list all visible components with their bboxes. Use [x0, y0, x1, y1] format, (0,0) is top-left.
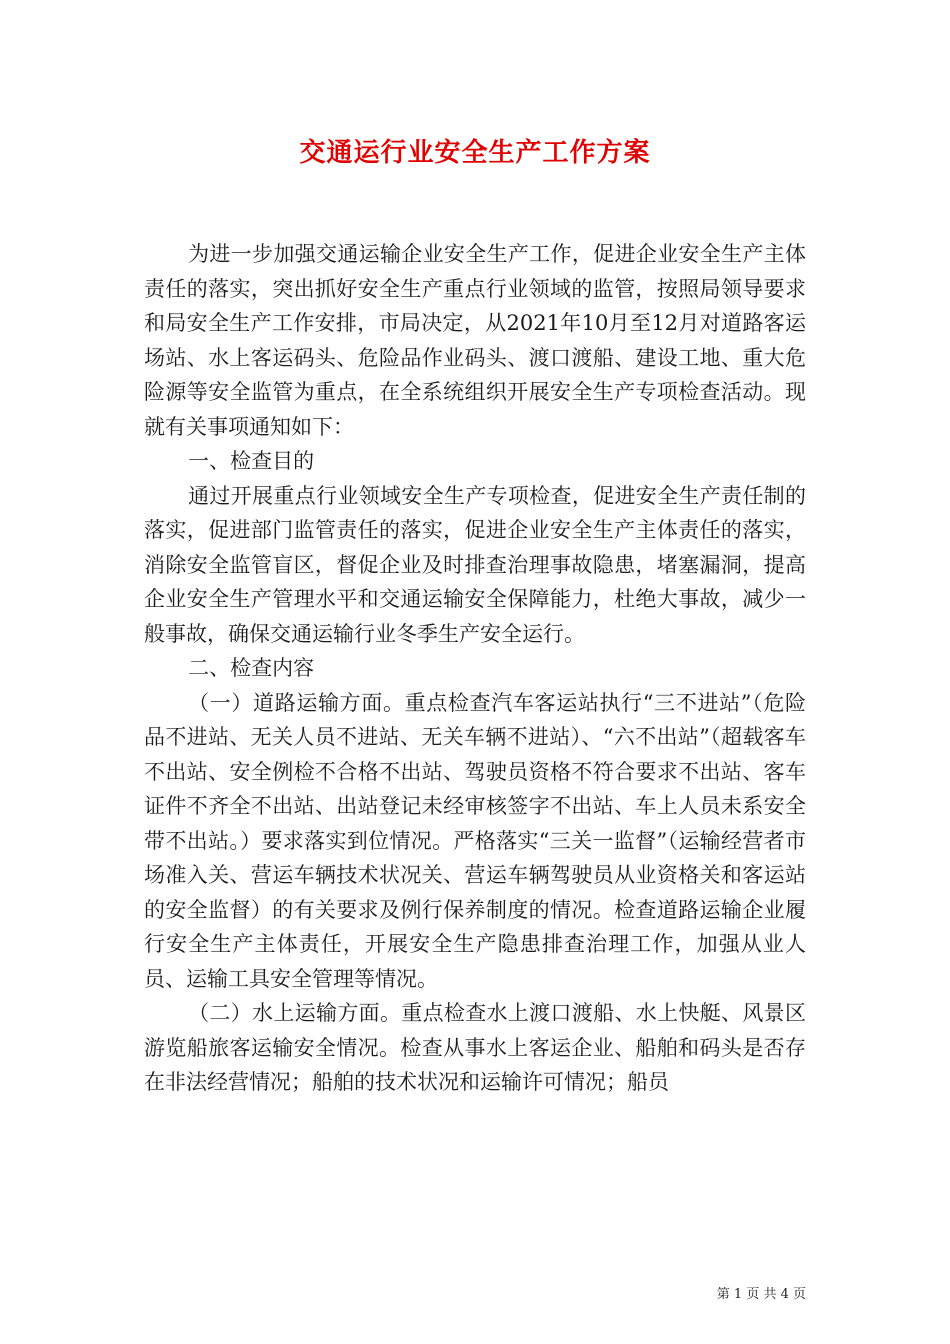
section-heading-purpose: 一、检查目的: [188, 449, 315, 473]
section-heading-content: 二、检查内容: [188, 656, 315, 680]
water-transport-paragraph: （二）水上运输方面。重点检查水上渡口渡船、水上快艇、风景区游览船旅客运输安全情况。检查从事水上客运企业、船舶和码头是否存在非法经营情况；船舶的技术状况和运输许可情况；船员: [144, 1001, 806, 1094]
document-title: 交通运行业安全生产工作方案: [299, 138, 651, 168]
road-transport-paragraph: （一）道路运输方面。重点检查汽车客运站执行“三不进站”（危险品不进站、无关人员不进站、无关车辆不进站）、“六不出站”（超载客车不出站、安全例检不合格不出站、驾驶员资格不符合要求不出站、客车证件不齐全不出站、出站登记未经审核签字不出站、车上人员未系安全带不出站。）要求落实到位情况。严格落实“三关一监督”（运输经营者市场准入关、营运车辆技术状况关、营运车辆驾驶员从业资格关和客运站的安全监督）的有关要求及例行保养制度的情况。检查道路运输企业履行安全生产主体责任，开展安全生产隐患排查治理工作，加强从业人员、运输工具安全管理等情况。: [144, 690, 806, 991]
intro-paragraph: 为进一步加强交通运输企业安全生产工作，促进企业安全生产主体责任的落实，突出抓好安全生产重点行业领域的监管，按照局领导要求和局安全生产工作安排，市局决定，从2021年10月至12月对道路客运场站、水上客运码头、危险品作业码头、渡口渡船、建设工地、重大危险源等安全监管为重点，在全系统组织开展安全生产专项检查活动。现就有关事项通知如下：: [144, 242, 806, 439]
document-body: [144, 237, 806, 1100]
purpose-paragraph: 通过开展重点行业领域安全生产专项检查，促进安全生产责任制的落实，促进部门监管责任的落实，促进企业安全生产主体责任的落实，消除安全监管盲区，督促企业及时排查治理事故隐患，堵塞漏洞，提高企业安全生产管理水平和交通运输安全保障能力，杜绝大事故，减少一般事故，确保交通运输行业冬季生产安全运行。: [144, 483, 806, 646]
page-number-footer: 第 1 页 共 4 页: [716, 1287, 806, 1302]
